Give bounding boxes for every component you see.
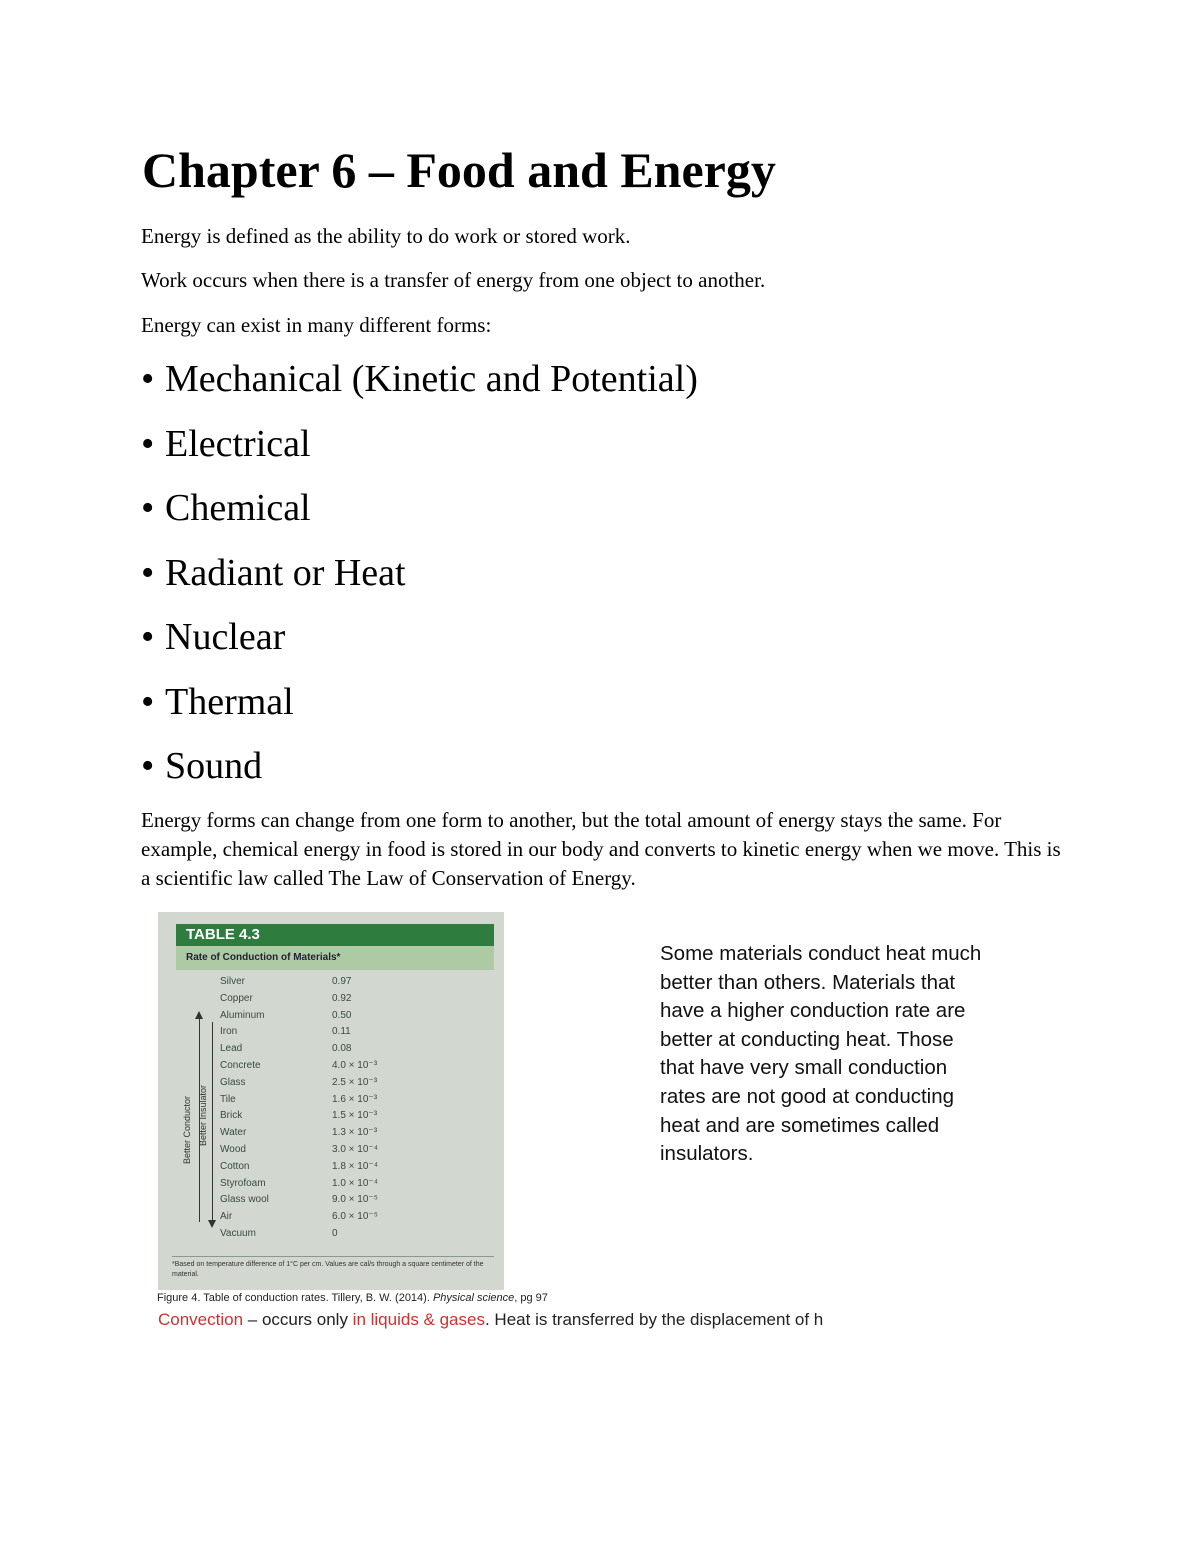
definition-work: Work occurs when there is a transfer of energy from one object to another. bbox=[141, 268, 766, 292]
list-item: • Chemical bbox=[141, 481, 698, 546]
conduction-value: 9.0 × 10⁻⁵ bbox=[332, 1194, 378, 1206]
conduction-value: 1.0 × 10⁻⁴ bbox=[332, 1177, 378, 1189]
conduction-explanation: Some materials conduct heat much better than others. Materials that have a higher conduction rate are better at conducting heat. Those that have very small conduction rates are not good at conducting heat and are sometimes called insulators. bbox=[660, 942, 982, 1166]
table-subheading: Rate of Conduction of Materials* bbox=[176, 946, 494, 970]
material-name: Glass wool bbox=[220, 1194, 269, 1206]
conduction-value: 1.6 × 10⁻³ bbox=[332, 1093, 378, 1105]
list-item: • Mechanical (Kinetic and Potential) bbox=[141, 352, 698, 417]
material-name: Air bbox=[220, 1211, 233, 1223]
conduction-value: 3.0 × 10⁻⁴ bbox=[332, 1144, 378, 1155]
bullet-icon: • bbox=[141, 358, 155, 400]
material-name: Wood bbox=[220, 1144, 246, 1155]
conduction-value: 0 bbox=[332, 1228, 338, 1239]
material-name: Silver bbox=[220, 976, 246, 987]
conduction-value: 1.5 × 10⁻³ bbox=[332, 1110, 378, 1122]
material-name: Iron bbox=[220, 1026, 238, 1038]
axis-label-insulator: Better Insulator bbox=[198, 1084, 208, 1146]
axis-line bbox=[212, 1022, 213, 1222]
table-heading: TABLE 4.3 bbox=[176, 924, 494, 946]
bullet-icon: • bbox=[141, 745, 155, 787]
list-item: • Sound bbox=[141, 739, 698, 804]
bullet-icon: • bbox=[141, 616, 155, 658]
material-name: Water bbox=[220, 1127, 247, 1139]
energy-forms-list bbox=[141, 352, 698, 804]
conduction-value: 0.50 bbox=[332, 1009, 352, 1021]
table-footnote: *Based on temperature difference of 1°C per cm. Values are cal/s through a square centimeter of the material. bbox=[172, 1256, 494, 1284]
figure-caption: Figure 4. Table of conduction rates. Tillery, B. W. (2014). Physical science, pg 97 bbox=[157, 1292, 548, 1304]
material-name: Copper bbox=[220, 992, 253, 1004]
axis-label-conductor: Better Conductor bbox=[182, 1095, 192, 1164]
conduction-value: 0.97 bbox=[332, 976, 352, 987]
conduction-value: 0.11 bbox=[332, 1026, 351, 1038]
conduction-value: 4.0 × 10⁻³ bbox=[332, 1060, 378, 1071]
bullet-icon: • bbox=[141, 680, 155, 723]
conservation-paragraph: Energy forms can change from one form to another, but the total amount of energy stays the same. For example, chemical energy in food is stored in our body and converts to kinetic energy when we move. This is a scientific law called The Law of Conservation of Energy. bbox=[141, 808, 1061, 890]
material-name: Vacuum bbox=[220, 1228, 256, 1239]
conduction-table-photo bbox=[158, 912, 504, 1290]
bullet-icon: • bbox=[141, 487, 155, 529]
list-item: • Thermal bbox=[141, 675, 698, 740]
list-item: • Electrical bbox=[141, 417, 698, 482]
conduction-value: 6.0 × 10⁻⁵ bbox=[332, 1211, 378, 1223]
material-name: Lead bbox=[220, 1043, 243, 1055]
conduction-value: 0.92 bbox=[332, 992, 352, 1004]
material-name: Concrete bbox=[220, 1060, 261, 1071]
conduction-value: 1.3 × 10⁻³ bbox=[332, 1127, 378, 1139]
bullet-icon: • bbox=[141, 422, 155, 465]
material-name: Tile bbox=[220, 1093, 236, 1105]
conduction-value: 0.08 bbox=[332, 1043, 352, 1055]
material-name: Glass bbox=[220, 1076, 246, 1088]
material-name: Cotton bbox=[220, 1160, 250, 1172]
material-name: Brick bbox=[220, 1110, 243, 1122]
definition-energy: Energy is defined as the ability to do work or stored work. bbox=[141, 224, 631, 248]
bullet-icon: • bbox=[141, 551, 155, 594]
arrow-down-icon bbox=[208, 1220, 216, 1228]
conduction-value: 2.5 × 10⁻³ bbox=[332, 1076, 378, 1088]
material-name: Styrofoam bbox=[220, 1177, 266, 1189]
conduction-value: 1.8 × 10⁻⁴ bbox=[332, 1160, 378, 1172]
material-name: Aluminum bbox=[220, 1009, 265, 1021]
list-item: • Radiant or Heat bbox=[141, 546, 698, 611]
list-item: • Nuclear bbox=[141, 610, 698, 675]
forms-intro: Energy can exist in many different forms: bbox=[141, 313, 492, 337]
chapter-title: Chapter 6 – Food and Energy bbox=[142, 142, 776, 198]
truncated-line: Convection – occurs only in liquids & gases. Heat is transferred by the displacement of h bbox=[158, 1310, 824, 1329]
